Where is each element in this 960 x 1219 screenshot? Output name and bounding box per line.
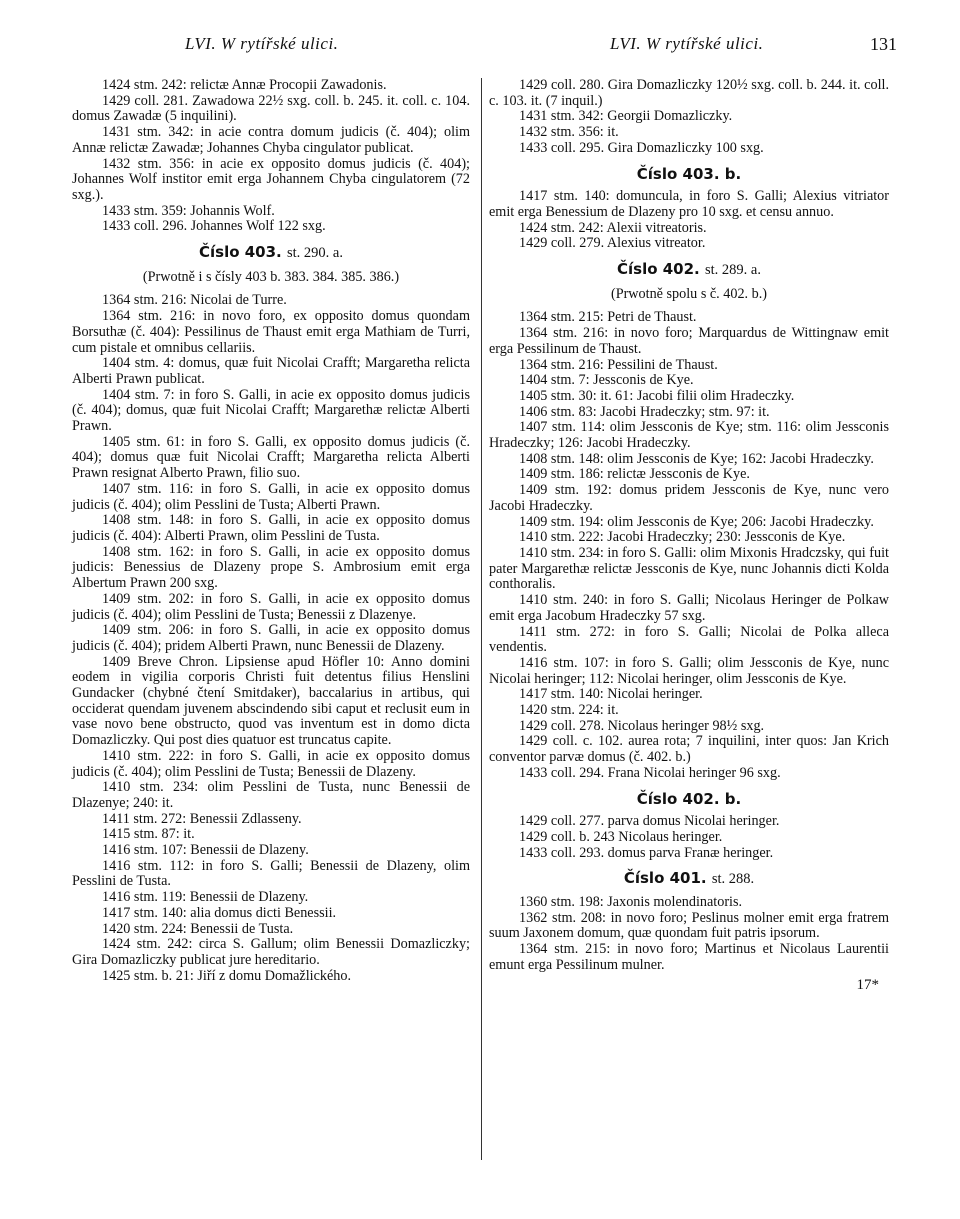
entry-paragraph: 1404 stm. 7: Jessconis de Kye. (519, 372, 694, 389)
entry-paragraph: 1429 coll. 281. Zawadowa 22½ sxg. coll. b. 245. it. coll. c. 104. domus Zawadæ (5 inquilini). (72, 92, 470, 125)
entry-paragraph: 1410 stm. 234: in foro S. Galli: olim Mixonis Hradczsky, qui fuit pater Margarethæ relictæ Jessconis de Kye, nunc Johannis dicti Kolda conthoralis. (489, 544, 889, 593)
entry-paragraph: 1416 stm. 107: Benessii de Dlazeny. (102, 842, 309, 859)
entry-paragraph: 1420 stm. 224: Benessii de Tusta. (102, 920, 294, 937)
entry-paragraph: 1425 stm. b. 21: Jiří z domu Domažlického. (102, 967, 352, 984)
entry-paragraph: 1433 coll. 294. Frana Nicolai heringer 96 sxg. (519, 764, 781, 781)
entry-paragraph: 1362 stm. 208: in novo foro; Peslinus molner emit erga fratrem suum Jaxonem domum, quæ quondam fuit patris ipsorum. (489, 909, 889, 942)
section-subheading: (Prwotně i s čísly 403 b. 383. 384. 385. 386.) (142, 268, 400, 285)
section-heading (489, 164, 889, 183)
section-heading (489, 871, 889, 888)
entry-paragraph: 1432 stm. 356: it. (519, 124, 619, 141)
entry-paragraph: 1415 stm. 87: it. (102, 826, 195, 843)
running-header-right: LVI. W rytířské ulici. (610, 34, 764, 53)
column-divider (481, 78, 482, 1160)
entry-paragraph: 1429 coll. 277. parva domus Nicolai heringer. (519, 813, 780, 830)
entry-paragraph: 1406 stm. 83: Jacobi Hradeczky; stm. 97: it. (519, 403, 770, 420)
entry-paragraph: 1411 stm. 272: Benessii Zdlasseny. (102, 810, 302, 827)
entry-paragraph: 1360 stm. 198: Jaxonis molendinatoris. (519, 894, 743, 911)
entry-paragraph: 1429 coll. b. 243 Nicolaus heringer. (519, 828, 723, 845)
heading-title: Číslo 403. (199, 243, 282, 262)
entry-paragraph: 1410 stm. 234: olim Pesslini de Tusta, nunc Benessii de Dlazenye; 240: it. (72, 779, 470, 811)
entry-paragraph: 1407 stm. 116: in foro S. Galli, in acie ex opposito domus judicis (č. 404); olim Pesslini de Tusta; Alberti Prawn. (72, 480, 470, 513)
entry-paragraph: 1408 stm. 162: in foro S. Galli, in acie ex opposito domus judicis: Benessius de Dlazeny prope S. Ambrosium emit erga Albertum Prawn 200 sxg. (72, 543, 470, 592)
entry-paragraph: 1364 stm. 216: in novo foro, ex opposito domus quondam Borsuthæ (č. 404): Pessilinus de Thaust emit erga Mathiam de Turri, cum pistale et omnibus cellariis. (72, 308, 470, 356)
entry-paragraph: 1432 stm. 356: in acie ex opposito domus judicis (č. 404); Johannes Wolf institor emit erga Johannem Chyba cingulatorem (72 sxg.). (72, 155, 470, 203)
entry-paragraph: 1416 stm. 107: in foro S. Galli; olim Jessconis de Kye, nunc Nicolai heringer; 112: Nicolai heringer, olim Jessconis de Kye. (489, 654, 889, 687)
entry-paragraph: 1433 stm. 359: Johannis Wolf. (102, 202, 275, 219)
entry-paragraph: 1417 stm. 140: alia domus dicti Benessii. (102, 904, 337, 921)
running-header-left: LVI. W rytířské ulici. (185, 34, 339, 53)
section-subheading: (Prwotně spolu s č. 402. b.) (610, 285, 768, 302)
entry-paragraph: 1409 stm. 192: domus pridem Jessconis de Kye, nunc vero Jacobi Hradeczky. (489, 482, 889, 514)
entry-paragraph: 1364 stm. 216: Pessilini de Thaust. (519, 356, 718, 373)
entry-paragraph: 1408 stm. 148: in foro S. Galli, in acie ex opposito domus judicis (č. 404): Alberti Prawn, olim Pesslini de Tusta. (72, 512, 470, 544)
entry-paragraph: 1416 stm. 119: Benessii de Dlazeny. (102, 889, 309, 906)
left-column (72, 78, 470, 984)
entry-list (489, 78, 889, 157)
entry-paragraph: 1424 stm. 242: Alexii vitreatoris. (519, 219, 707, 236)
entry-paragraph: 1424 stm. 242: circa S. Gallum; olim Benessii Domazliczky; Gira Domazliczky publicat jure hereditario. (72, 936, 470, 968)
entry-paragraph: 1407 stm. 114: olim Jessconis de Kye; stm. 116: olim Jessconis Hradeczky; 126: Jacobi Hradeczky. (489, 419, 889, 452)
entry-paragraph: 1364 stm. 215: in novo foro; Martinus et Nicolaus Laurentii emunt erga Pessilinum mulner. (489, 941, 889, 973)
entry-paragraph: 1409 stm. 194: olim Jessconis de Kye; 206: Jacobi Hradeczky. (519, 513, 874, 530)
section-heading (489, 262, 889, 279)
entry-list (489, 814, 889, 861)
heading-title: Číslo 401. (623, 869, 707, 888)
entry-paragraph: 1411 stm. 272: in foro S. Galli; Nicolai de Polka alleca vendentis. (489, 623, 889, 656)
entry-paragraph: 1405 stm. 61: in foro S. Galli, ex opposito domus judicis (č. 404); domus quæ fuit Nicolai Crafft; Margaretha relicta Alberti Prawn resignat Alberto Prawn, filio suo. (72, 433, 470, 482)
entry-paragraph: 1433 coll. 296. Johannes Wolf 122 sxg. (102, 218, 326, 235)
entry-list (72, 293, 470, 984)
entry-paragraph: 1405 stm. 30: it. 61: Jacobi filii olim Hradeczky. (519, 387, 795, 404)
entry-list (489, 895, 889, 974)
entry-paragraph: 1364 stm. 216: in novo foro; Marquardus de Wittingnaw emit erga Pessilinum de Thaust. (489, 325, 889, 357)
entry-list (72, 78, 470, 235)
entry-paragraph: 1417 stm. 140: domuncula, in foro S. Galli; Alexius vitriator emit erga Benessium de Dlazeny pro 10 sxg. et censu annuo. (489, 188, 889, 220)
heading-detail: st. 289. a. (705, 262, 761, 279)
entry-paragraph: 1408 stm. 148: olim Jessconis de Kye; 162: Jacobi Hradeczky. (519, 450, 874, 467)
entry-paragraph: 1429 coll. 278. Nicolaus heringer 98½ sxg. (519, 717, 765, 734)
heading-title: Číslo 403. b. (636, 164, 742, 183)
entry-paragraph: 1420 stm. 224: it. (519, 702, 619, 719)
page-number: 131 (870, 34, 897, 54)
entry-paragraph: 1417 stm. 140: Nicolai heringer. (519, 686, 703, 703)
entry-list (489, 310, 889, 781)
entry-paragraph: 1410 stm. 222: Jacobi Hradeczky; 230: Jessconis de Kye. (519, 529, 846, 546)
heading-detail: st. 290. a. (287, 245, 343, 262)
entry-paragraph: 1409 stm. 202: in foro S. Galli, in acie ex opposito domus judicis (č. 404); olim Pesslini de Tusta; Benessii z Dlazenye. (72, 590, 470, 623)
entry-paragraph: 1410 stm. 222: in foro S. Galli, in acie ex opposito domus judicis (č. 404); olim Pesslini de Tusta; Benessii de Dlazeny. (72, 747, 470, 780)
entry-list (489, 189, 889, 252)
heading-title: Číslo 402. (617, 260, 700, 279)
entry-paragraph: 1431 stm. 342: in acie contra domum judicis (č. 404); olim Annæ relictæ Zawadæ; Johannes Chyba cingulator publicat. (72, 124, 470, 156)
entry-paragraph: 1416 stm. 112: in foro S. Galli; Benessii de Dlazeny, olim Pesslini de Tusta. (72, 857, 470, 890)
right-column (489, 78, 889, 993)
entry-paragraph: 1433 coll. 295. Gira Domazliczky 100 sxg. (519, 139, 764, 156)
entry-paragraph: 1404 stm. 7: in foro S. Galli, in acie ex opposito domus judicis (č. 404); domus, quæ fuit Nicolai Crafft; Margarethæ relictæ Alberti Prawn. (72, 386, 470, 435)
heading-detail: st. 288. (711, 871, 755, 888)
entry-paragraph: 1429 coll. c. 102. aurea rota; 7 inquilini, inter quos: Jan Krich conventor parvæ domus (č. 402. b.) (489, 733, 889, 766)
entry-paragraph: 1364 stm. 215: Petri de Thaust. (519, 309, 697, 326)
entry-paragraph: 1410 stm. 240: in foro S. Galli; Nicolaus Heringer de Polkaw emit erga Jacobum Hradeczky 57 sxg. (489, 592, 889, 624)
entry-paragraph: 1424 stm. 242: relictæ Annæ Procopii Zawadonis. (102, 77, 387, 93)
entry-paragraph: 1433 coll. 293. domus parva Franæ heringer. (519, 844, 774, 861)
entry-paragraph: 1409 stm. 186: relictæ Jessconis de Kye. (519, 466, 750, 483)
entry-paragraph: 1409 Breve Chron. Lipsiense apud Höfler 10: Anno domini eodem in vigilia corporis Christi fuit detentus filius Henslini Gundacker (chybné čtení Smitdaker), baccalarius in artibus, qui occiderat quendam juvenem abscindendo sibi caput et reclusit eum in vase novo bene obstructo, quod vas inventum est in domo dicta Domazliczky. Qui post dies quatuor est truncatus capite. (72, 653, 470, 749)
heading-title: Číslo 402. b. (636, 789, 742, 808)
section-heading (489, 789, 889, 808)
entry-paragraph: 1364 stm. 216: Nicolai de Turre. (102, 292, 287, 309)
entry-paragraph: 1429 coll. 279. Alexius vitreator. (519, 235, 706, 252)
signature-mark: 17* (856, 976, 879, 993)
entry-paragraph: 1429 coll. 280. Gira Domazliczky 120½ sxg. coll. b. 244. it. coll. c. 103. it. (7 inquil.) (489, 77, 889, 109)
entry-paragraph: 1409 stm. 206: in foro S. Galli, in acie ex opposito domus judicis (č. 404); pridem Alberti Prawn, nunc Benessii de Dlazeny. (72, 622, 470, 654)
section-heading (72, 245, 470, 262)
entry-paragraph: 1431 stm. 342: Georgii Domazliczky. (519, 108, 733, 125)
entry-paragraph: 1404 stm. 4: domus, quæ fuit Nicolai Crafft; Margaretha relicta Alberti Prawn publicat. (72, 355, 470, 387)
